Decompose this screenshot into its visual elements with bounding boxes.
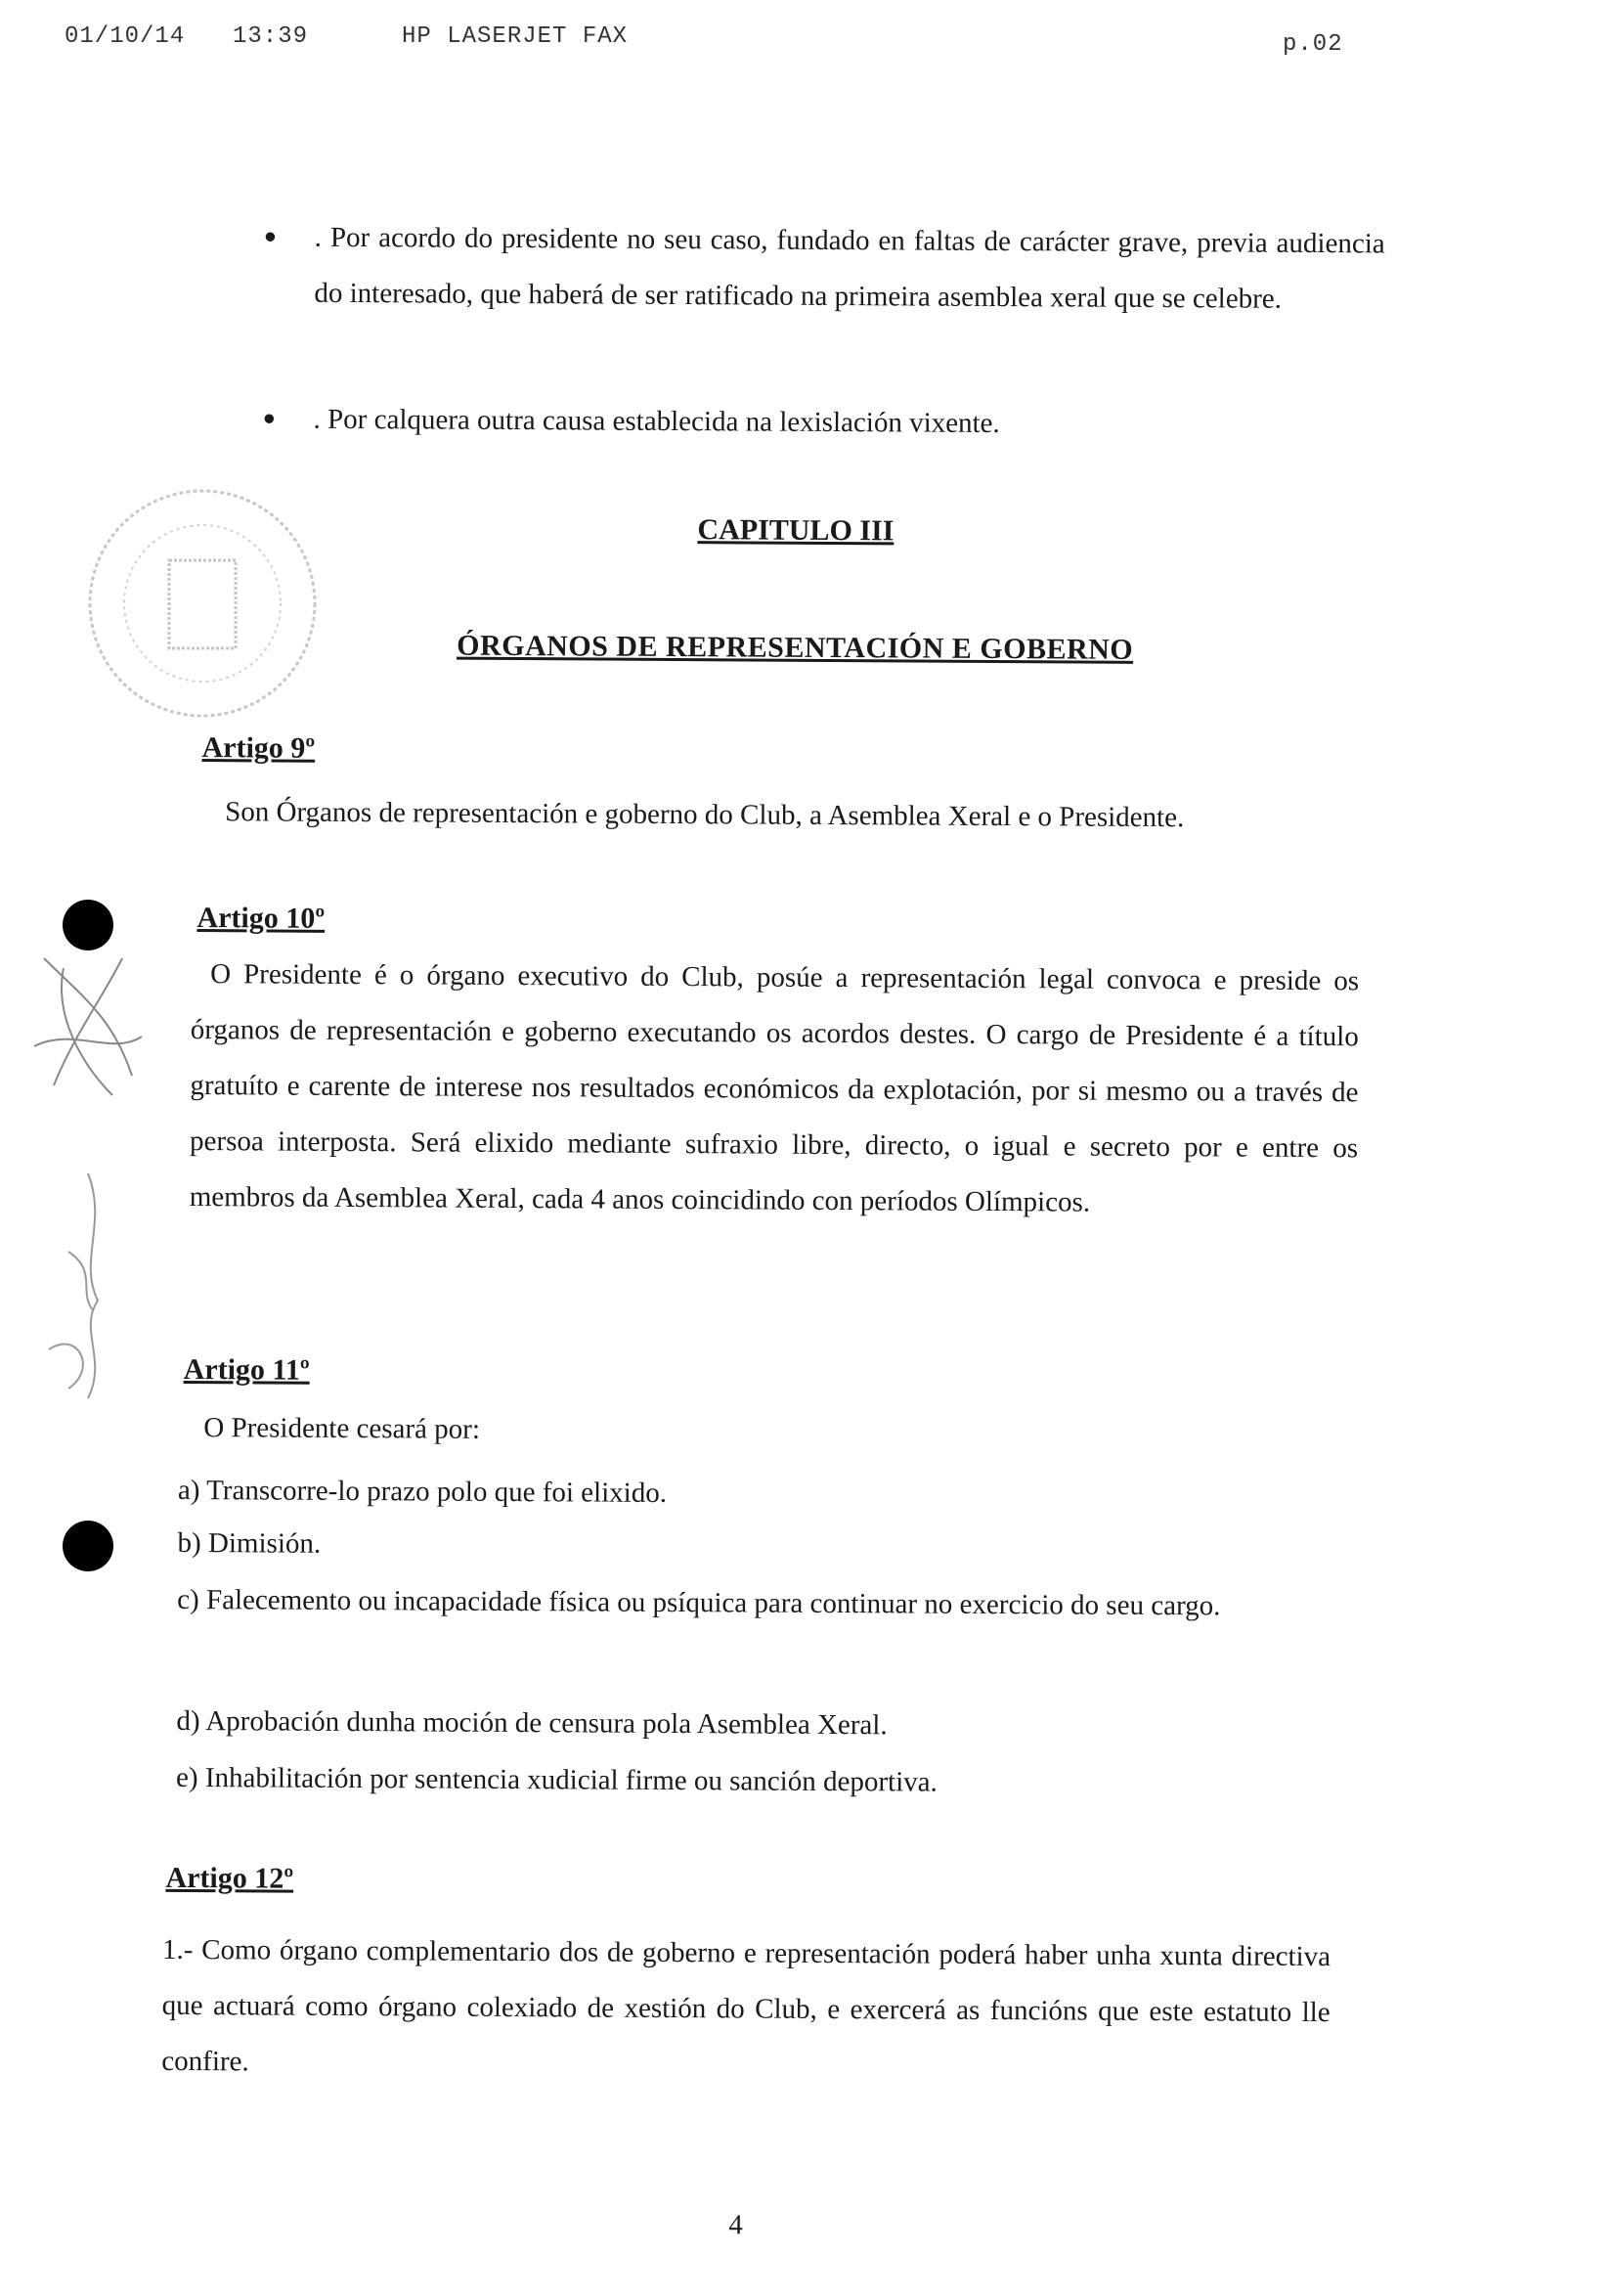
bullet-text: . Por acordo do presidente no seu caso, fundado en faltas de carácter grave, previa audiencia do interesado, que haberá de ser ratificado na primeira asemblea xeral que se celebre. <box>314 221 1385 315</box>
fax-date: 01/10/14 <box>65 23 186 50</box>
article-10-text: O Presidente é o órgano executivo do Club, posúe a representación legal convoca e preside os órganos de representación e goberno executando os acordos destes. O cargo de Presidente é a título gratuíto e carente de interese nos resultados económicos da explotación, por si mesmo ou a través de persoa interposta. Será elixido mediante sufraxio libre, directo, o igual e secreto por e entre os membros da Asemblea Xeral, cada 4 anos coincidindo con períodos Olímpicos. <box>189 958 1360 1218</box>
fax-time: 13:39 <box>233 23 309 50</box>
article-11-intro: O Presidente cesará por: <box>203 1412 481 1445</box>
chapter-title: CAPITULO III <box>697 513 895 548</box>
article-11-title: Artigo 11º <box>183 1352 310 1387</box>
article-11-item-d: d) Aprobación dunha moción de censura pola Asemblea Xeral. <box>176 1704 888 1742</box>
article-12-text: 1.- Como órgano complementario dos de goberno e representación poderá haber unha xunta directiva que actuará como órgano colexiado de xestión do Club, e exercerá as funcións que este estatuto lle confire. <box>161 1933 1331 2078</box>
article-11-item-c: c) Falecemento ou incapacidade física ou psíquica para continuar no exercicio do seu cargo. <box>177 1583 1221 1622</box>
page-number: 4 <box>728 2209 743 2241</box>
article-12-title: Artigo 12º <box>165 1861 294 1895</box>
article-9-text: Son Órganos de representación e goberno do Club, a Asemblea Xeral e o Presidente. <box>225 796 1185 834</box>
article-9-title: Artigo 9º <box>201 731 316 765</box>
article-11-item-b: b) Dimisión. <box>177 1526 322 1560</box>
bullet-icon: ● <box>263 223 278 248</box>
article-11-item-e: e) Inhabilitación por sentencia xudicial firme ou sanción deportiva. <box>176 1761 938 1798</box>
article-10-title: Artigo 10º <box>196 902 326 935</box>
fax-device: HP LASERJET FAX <box>402 23 629 50</box>
bullet-icon: ● <box>262 405 276 430</box>
article-11-item-a: a) Transcorre-lo prazo polo que foi elixido. <box>177 1474 668 1509</box>
fax-page: p.02 <box>1283 31 1343 58</box>
bullet-text: . Por calquera outra causa establecida na lexislación vixente. <box>313 403 1000 440</box>
chapter-subtitle: ÓRGANOS DE REPRESENTACIÓN E GOBERNO <box>457 629 1134 666</box>
